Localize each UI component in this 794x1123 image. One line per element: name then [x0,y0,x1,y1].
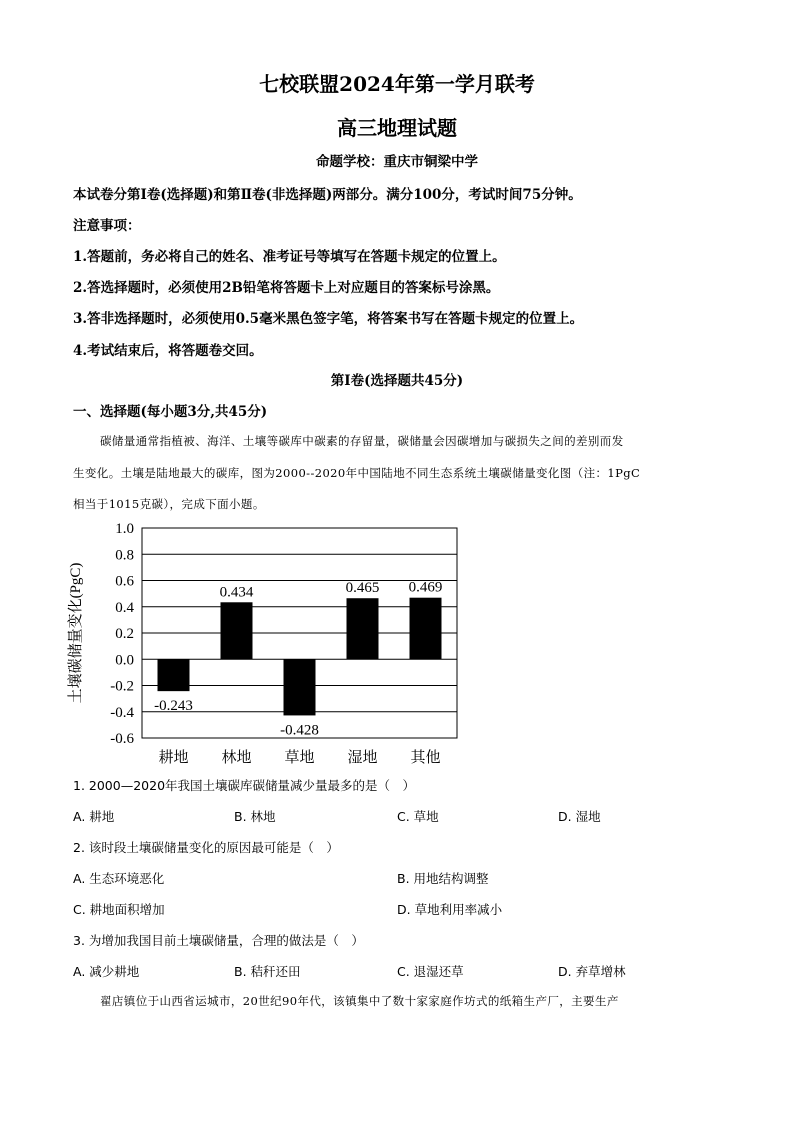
q3-option-a[interactable]: A. 减少耕地 [73,964,140,979]
q2-option-b[interactable]: B. 用地结构调整 [397,871,489,886]
x-tick-label: 耕地 [158,750,189,766]
y-tick-label: -0.2 [110,678,134,695]
notice-item: 4.考试结束后，将答题卷交回。 [73,343,263,359]
carbon-storage-chart [60,518,480,773]
y-tick-label: 0.6 [115,573,134,590]
q3-option-c[interactable]: C. 退湿还草 [397,964,464,979]
bar [158,659,190,691]
next-passage-line: 翟店镇位于山西省运城市，20世纪90年代，该镇集中了数十家家庭作坊式的纸箱生产厂，主要生产 [100,994,619,1008]
q2-option-c[interactable]: C. 耕地面积增加 [73,902,165,917]
q1-option-a[interactable]: A. 耕地 [73,809,115,824]
x-tick-label: 其他 [410,750,441,766]
notice-item: 2.答选择题时，必须使用2B铅笔将答题卡上对应题目的答案标号涂黑。 [73,280,500,296]
x-tick-label: 草地 [284,750,315,766]
bar [410,598,442,660]
bar [284,659,316,715]
bar-value-label: -0.428 [280,722,319,739]
y-tick-label: 0.4 [115,599,134,616]
question-3: 3. 为增加我国目前土壤碳储量，合理的做法是（ ） [73,933,364,948]
bar [347,598,379,659]
section-title: 第Ⅰ卷(选择题共45分) [330,373,464,389]
notice-item: 3.答非选择题时，必须使用0.5毫米黑色签字笔，将答案书写在答题卡规定的位置上。 [73,311,584,327]
passage-line: 碳储量通常指植被、海洋、土壤等碳库中碳素的存留量，碳储量会因碳增加与碳损失之间的差别而发 [100,434,624,448]
q3-option-d[interactable]: D. 弃草增林 [558,964,626,979]
y-tick-label: -0.6 [110,731,134,747]
y-tick-label: 1.0 [115,521,134,537]
bar-value-label: -0.243 [154,698,193,715]
bar-value-label: 0.434 [219,584,254,601]
bar-value-label: 0.465 [345,580,380,597]
x-tick-label: 湿地 [347,750,378,766]
q1-option-b[interactable]: B. 林地 [234,809,276,824]
exam-title: 七校联盟2024年第一学月联考 [259,72,535,96]
notice-title: 注意事项： [73,218,141,234]
q2-option-d[interactable]: D. 草地利用率减小 [397,902,503,917]
exam-subtitle: 高三地理试题 [337,116,457,140]
y-tick-label: 0.8 [115,547,134,564]
q2-option-a[interactable]: A. 生态环境恶化 [73,871,165,886]
y-tick-label: 0.2 [115,626,134,642]
intro-line: 本试卷分第Ⅰ卷(选择题)和第Ⅱ卷(非选择题)两部分。满分100分，考试时间75分钟。 [73,187,582,203]
question-1: 1. 2000—2020年我国土壤碳库碳储量减少量最多的是（ ） [73,778,416,793]
bar-value-label: 0.469 [408,579,443,596]
y-tick-label: -0.4 [110,704,134,721]
passage-line: 生变化。土壤是陆地最大的碳库，图为2000--2020年中国陆地不同生态系统土壤碳储量变化图（注：1PgC [73,466,641,480]
question-2: 2. 该时段土壤碳储量变化的原因最可能是（ ） [73,840,339,855]
y-tick-label: 0.0 [115,652,134,669]
x-axis-labels [158,748,440,766]
passage-line: 相当于1015克碳），完成下面小题。 [73,497,265,511]
x-tick-label: 林地 [221,750,252,766]
q1-option-d[interactable]: D. 湿地 [558,809,601,824]
bar [221,602,253,659]
y-axis-label: 土壤碳储量变化(PgC) [68,562,84,704]
y-axis-ticks [110,521,134,747]
section-one-heading: 一、选择题(每小题3分,共45分) [73,404,268,420]
q3-option-b[interactable]: B. 秸秆还田 [234,964,301,979]
school-line: 命题学校：重庆市铜梁中学 [316,154,478,170]
q1-option-c[interactable]: C. 草地 [397,809,439,824]
notice-item: 1.答题前，务必将自己的姓名、准考证号等填写在答题卡规定的位置上。 [73,249,506,265]
chart-bars [158,598,442,716]
